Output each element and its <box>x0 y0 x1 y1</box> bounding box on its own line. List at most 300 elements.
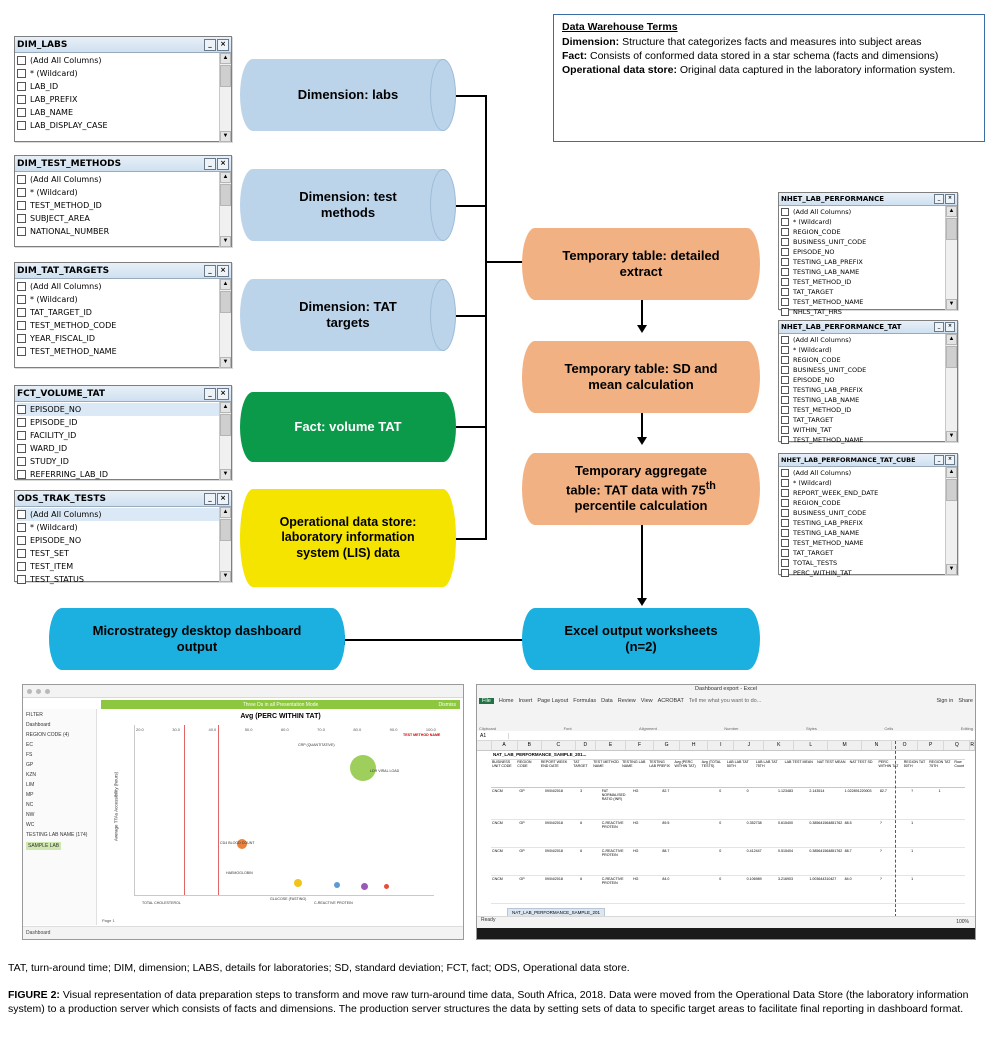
scroll-up-icon[interactable]: ▲ <box>946 467 957 478</box>
window-nhet-lab-performance-tat[interactable] <box>778 320 958 442</box>
list-item[interactable] <box>17 306 220 319</box>
checkbox-icon[interactable] <box>781 549 789 557</box>
scrollbar[interactable] <box>219 172 231 247</box>
col-q[interactable]: Q <box>944 741 970 750</box>
cell: 0.615400 <box>777 821 793 825</box>
list-item[interactable] <box>17 416 220 429</box>
list-item[interactable] <box>781 375 946 385</box>
list-item[interactable] <box>17 521 220 534</box>
checkbox-icon[interactable] <box>781 569 789 577</box>
list-item[interactable] <box>17 573 220 586</box>
list-item[interactable] <box>781 385 946 395</box>
checkbox-icon[interactable] <box>781 346 789 354</box>
checkbox-icon[interactable] <box>17 549 26 558</box>
close-icon[interactable]: × <box>945 194 955 204</box>
filter-option-nw[interactable]: NW <box>26 812 35 818</box>
col-d[interactable]: D <box>576 741 596 750</box>
col-l[interactable]: L <box>794 741 828 750</box>
col-f[interactable]: F <box>626 741 654 750</box>
window-buttons[interactable] <box>204 493 229 505</box>
col-p[interactable]: P <box>918 741 944 750</box>
window-buttons[interactable] <box>204 39 229 51</box>
checkbox-icon[interactable] <box>17 575 26 584</box>
scroll-up-icon[interactable]: ▲ <box>220 172 231 183</box>
list-item[interactable] <box>17 534 220 547</box>
minimize-icon[interactable]: _ <box>934 455 944 465</box>
x-tick: 20.0 <box>136 727 144 732</box>
checkbox-icon[interactable] <box>781 469 789 477</box>
list-item[interactable] <box>17 560 220 573</box>
column-list[interactable] <box>15 279 220 368</box>
list-item[interactable] <box>17 293 220 306</box>
list-item[interactable] <box>781 558 946 568</box>
list-item[interactable] <box>781 257 946 267</box>
dashboard-chart[interactable] <box>98 709 463 925</box>
checkbox-icon[interactable] <box>781 248 789 256</box>
col-b[interactable]: B <box>518 741 542 750</box>
close-icon[interactable]: × <box>945 322 955 332</box>
scroll-thumb[interactable] <box>946 479 957 501</box>
window-nhet-lab-performance-tat-cube[interactable] <box>778 453 958 575</box>
tell-me-box[interactable]: Tell me what you want to do... <box>688 698 762 704</box>
list-item-label: (Add All Columns) <box>793 208 852 216</box>
list-item[interactable] <box>781 518 946 528</box>
zoom-level[interactable]: 100% <box>956 919 969 925</box>
list-item[interactable] <box>17 455 220 468</box>
checkbox-icon[interactable] <box>17 562 26 571</box>
dashboard-toolbar[interactable] <box>23 685 463 698</box>
checkbox-icon[interactable] <box>17 295 26 304</box>
excel-ribbon[interactable] <box>477 685 975 732</box>
col-n[interactable]: N <box>862 741 892 750</box>
checkbox-icon[interactable] <box>17 56 26 65</box>
col-o[interactable]: O <box>892 741 918 750</box>
tab-page-layout[interactable]: Page Layout <box>537 698 569 704</box>
checkbox-icon[interactable] <box>17 334 26 343</box>
data-point-bubble[interactable] <box>384 884 389 889</box>
dashboard-filter-panel[interactable] <box>23 709 97 925</box>
data-point-bubble[interactable] <box>294 879 302 887</box>
column-list[interactable] <box>779 334 946 442</box>
checkbox-icon[interactable] <box>781 376 789 384</box>
checkbox-icon[interactable] <box>781 426 789 434</box>
minimize-icon[interactable]: _ <box>934 194 944 204</box>
connector-excel-to-dashboard <box>345 639 525 641</box>
checkbox-icon[interactable] <box>781 278 789 286</box>
checkbox-icon[interactable] <box>781 308 789 316</box>
cell: 0.352738 <box>746 821 762 825</box>
list-item[interactable] <box>781 365 946 375</box>
checkbox-icon[interactable] <box>781 268 789 276</box>
list-item[interactable] <box>781 498 946 508</box>
close-icon[interactable]: × <box>217 493 229 505</box>
list-item[interactable] <box>781 307 946 317</box>
list-item[interactable] <box>781 237 946 247</box>
list-item[interactable] <box>17 212 220 225</box>
list-item[interactable] <box>781 355 946 365</box>
column-list[interactable] <box>779 206 946 316</box>
list-item-label: * (Wildcard) <box>30 523 78 532</box>
back-icon[interactable] <box>27 689 32 694</box>
window-titlebar[interactable] <box>15 263 231 279</box>
window-titlebar[interactable] <box>15 37 231 53</box>
checkbox-icon[interactable] <box>17 418 26 427</box>
window-ods-trak-tests[interactable] <box>14 490 232 582</box>
chart-legend[interactable] <box>403 733 461 737</box>
legend-line-1 <box>562 50 976 64</box>
checkbox-icon[interactable] <box>781 406 789 414</box>
scroll-up-icon[interactable]: ▲ <box>220 279 231 290</box>
legend-term-dimension: Dimension: <box>562 35 620 48</box>
checkbox-icon[interactable] <box>781 218 789 226</box>
table-row[interactable] <box>491 848 965 876</box>
legend-term-ods: Operational data store: <box>562 63 677 76</box>
col-g[interactable]: G <box>654 741 680 750</box>
excel-merged-title-row[interactable] <box>491 750 965 760</box>
scroll-thumb[interactable] <box>220 414 231 436</box>
scroll-down-icon[interactable]: ▼ <box>220 236 231 247</box>
scrollbar[interactable] <box>219 507 231 582</box>
scroll-down-icon[interactable]: ▼ <box>946 564 957 575</box>
window-buttons[interactable] <box>204 158 229 170</box>
filter-option-ec[interactable]: EC <box>26 742 33 748</box>
col-h[interactable]: H <box>680 741 708 750</box>
excel-formula-bar[interactable] <box>477 731 975 741</box>
checkbox-icon[interactable] <box>17 457 26 466</box>
list-item[interactable] <box>781 508 946 518</box>
scroll-up-icon[interactable]: ▲ <box>220 53 231 64</box>
window-buttons[interactable] <box>934 455 955 465</box>
data-point-bubble[interactable] <box>350 755 376 781</box>
list-item[interactable] <box>781 297 946 307</box>
scroll-down-icon[interactable]: ▼ <box>946 431 957 442</box>
scroll-thumb[interactable] <box>220 65 231 87</box>
table-row[interactable] <box>491 876 965 904</box>
checkbox-icon[interactable] <box>17 347 26 356</box>
list-item[interactable] <box>781 287 946 297</box>
table-row[interactable] <box>491 820 965 848</box>
checkbox-icon[interactable] <box>17 308 26 317</box>
filter-option-kzn[interactable]: KZN <box>26 772 36 778</box>
list-item[interactable] <box>781 478 946 488</box>
window-buttons[interactable] <box>204 388 229 400</box>
scroll-up-icon[interactable]: ▲ <box>220 402 231 413</box>
col-c[interactable]: C <box>542 741 576 750</box>
scroll-down-icon[interactable]: ▼ <box>220 357 231 368</box>
window-nhet-lab-performance[interactable] <box>778 192 958 316</box>
col-j[interactable]: J <box>734 741 764 750</box>
col-k[interactable]: K <box>764 741 794 750</box>
list-item[interactable] <box>781 488 946 498</box>
excel-grid[interactable] <box>477 741 975 917</box>
checkbox-icon[interactable] <box>781 228 789 236</box>
name-box[interactable]: A1 <box>477 733 509 739</box>
list-item[interactable] <box>17 119 220 132</box>
data-point-bubble[interactable] <box>334 882 340 888</box>
list-item[interactable] <box>781 267 946 277</box>
scroll-down-icon[interactable]: ▼ <box>946 299 957 310</box>
checkbox-icon[interactable] <box>781 366 789 374</box>
dashboard-screenshot[interactable] <box>22 684 464 940</box>
checkbox-icon[interactable] <box>781 436 789 444</box>
forward-icon[interactable] <box>36 689 41 694</box>
tab-view[interactable]: View <box>640 698 653 704</box>
col-i[interactable]: I <box>708 741 734 750</box>
list-item[interactable] <box>17 319 220 332</box>
filter-option-lim[interactable]: LIM <box>26 782 35 788</box>
scroll-thumb[interactable] <box>220 184 231 206</box>
checkbox-icon[interactable] <box>781 258 789 266</box>
window-titlebar[interactable] <box>15 386 231 402</box>
list-item[interactable] <box>17 67 220 80</box>
window-buttons[interactable] <box>204 265 229 277</box>
scroll-up-icon[interactable]: ▲ <box>946 334 957 345</box>
filter-option-wc[interactable]: WC <box>26 822 35 828</box>
column-list[interactable] <box>15 507 220 582</box>
scroll-thumb[interactable] <box>220 291 231 313</box>
scroll-down-icon[interactable]: ▼ <box>220 571 231 582</box>
checkbox-icon[interactable] <box>17 188 26 197</box>
scrollbar[interactable] <box>219 279 231 368</box>
list-item[interactable] <box>17 547 220 560</box>
scrollbar[interactable] <box>945 206 957 310</box>
list-item[interactable] <box>781 395 946 405</box>
list-item[interactable] <box>17 508 220 521</box>
window-dim-test-methods[interactable] <box>14 155 232 247</box>
list-item[interactable] <box>781 277 946 287</box>
window-body <box>15 279 231 368</box>
list-item[interactable] <box>17 442 220 455</box>
col-r[interactable]: R <box>970 742 974 748</box>
data-point-bubble[interactable] <box>361 883 368 890</box>
list-item-label: TESTING_LAB_PREFIX <box>793 386 863 394</box>
checkbox-icon[interactable] <box>781 416 789 424</box>
checkbox-icon[interactable] <box>17 282 26 291</box>
list-item[interactable] <box>781 528 946 538</box>
filter-option-nc[interactable]: NC <box>26 802 34 808</box>
checkbox-icon[interactable] <box>17 69 26 78</box>
scroll-down-icon[interactable]: ▼ <box>220 469 231 480</box>
checkbox-icon[interactable] <box>781 529 789 537</box>
windows-taskbar[interactable] <box>477 928 975 939</box>
list-item[interactable] <box>17 468 220 481</box>
scrollbar[interactable] <box>219 53 231 142</box>
close-icon[interactable]: × <box>945 455 955 465</box>
tab-data[interactable]: Data <box>601 698 613 704</box>
checkbox-icon[interactable] <box>17 321 26 330</box>
dashboard-footer[interactable] <box>23 926 463 939</box>
col-corner[interactable] <box>477 741 492 750</box>
tab-review[interactable]: Review <box>617 698 636 704</box>
window-title: ODS_TRAK_TESTS <box>17 493 107 504</box>
filter-testing-lab-name[interactable]: TESTING LAB NAME (174) <box>26 832 88 838</box>
filter-option-gp[interactable]: GP <box>26 762 34 768</box>
checkbox-icon[interactable] <box>17 523 26 532</box>
checkbox-icon[interactable] <box>17 405 26 414</box>
column-list[interactable] <box>15 172 220 247</box>
list-item[interactable] <box>17 332 220 345</box>
arrow-to-sd-mean <box>637 325 647 333</box>
tab-file[interactable]: File <box>479 698 494 704</box>
checkbox-icon[interactable] <box>781 396 789 404</box>
list-item[interactable] <box>17 429 220 442</box>
scroll-up-icon[interactable]: ▲ <box>220 507 231 518</box>
minimize-icon[interactable]: _ <box>204 39 216 51</box>
shape-dimension-labs <box>253 59 443 131</box>
cell: C-REACTIVE PROTEIN <box>601 849 624 857</box>
excel-header-row <box>491 760 965 788</box>
col-m[interactable]: M <box>828 741 862 750</box>
checkbox-icon[interactable] <box>781 509 789 517</box>
close-icon[interactable]: × <box>217 158 229 170</box>
list-item[interactable] <box>17 225 220 238</box>
list-item[interactable] <box>17 199 220 212</box>
list-item[interactable] <box>781 405 946 415</box>
window-buttons[interactable] <box>934 322 955 332</box>
column-list[interactable] <box>15 53 220 142</box>
checkbox-icon[interactable] <box>781 238 789 246</box>
checkbox-icon[interactable] <box>17 121 26 130</box>
list-item[interactable] <box>781 247 946 257</box>
list-item[interactable] <box>17 186 220 199</box>
checkbox-icon[interactable] <box>781 559 789 567</box>
connector-test-methods <box>456 205 486 207</box>
excel-tab-bar[interactable] <box>479 696 973 706</box>
checkbox-icon[interactable] <box>781 356 789 364</box>
checkbox-icon[interactable] <box>17 444 26 453</box>
minimize-icon[interactable]: _ <box>204 388 216 400</box>
window-titlebar[interactable] <box>15 156 231 172</box>
checkbox-icon[interactable] <box>781 208 789 216</box>
excel-screenshot[interactable] <box>476 684 976 940</box>
sign-in-link[interactable]: Sign in <box>936 698 954 704</box>
list-item[interactable] <box>17 173 220 186</box>
list-item[interactable] <box>781 548 946 558</box>
checkbox-icon[interactable] <box>781 336 789 344</box>
checkbox-icon[interactable] <box>781 519 789 527</box>
window-titlebar[interactable] <box>15 491 231 507</box>
window-buttons[interactable] <box>934 194 955 204</box>
dashboard-banner-dismiss[interactable]: Dismiss <box>438 702 456 708</box>
tab-home[interactable]: Home <box>498 698 514 704</box>
close-icon[interactable]: × <box>217 39 229 51</box>
tab-formulas[interactable]: Formulas <box>573 698 597 704</box>
list-item[interactable] <box>17 280 220 293</box>
list-item[interactable] <box>17 93 220 106</box>
table-row[interactable] <box>491 788 965 820</box>
list-item[interactable] <box>17 80 220 93</box>
list-item[interactable] <box>17 106 220 119</box>
minimize-icon[interactable]: _ <box>204 493 216 505</box>
filter-region-code[interactable]: REGION CODE (4) <box>26 732 70 738</box>
list-item[interactable] <box>781 435 946 445</box>
list-item[interactable] <box>781 415 946 425</box>
scrollbar[interactable] <box>945 467 957 575</box>
tab-acrobat[interactable]: ACROBAT <box>657 698 684 704</box>
list-item[interactable] <box>781 335 946 345</box>
col-e[interactable]: E <box>596 741 626 750</box>
list-item-label: BUSINESS_UNIT_CODE <box>793 509 867 517</box>
minimize-icon[interactable]: _ <box>204 158 216 170</box>
scroll-thumb[interactable] <box>220 519 231 541</box>
checkbox-icon[interactable] <box>781 499 789 507</box>
checkbox-icon[interactable] <box>17 95 26 104</box>
col-a[interactable]: A <box>492 741 518 750</box>
list-item[interactable] <box>781 468 946 478</box>
column-list[interactable] <box>779 467 946 575</box>
minimize-icon[interactable]: _ <box>204 265 216 277</box>
window-titlebar[interactable] <box>779 321 957 334</box>
checkbox-icon[interactable] <box>17 227 26 236</box>
scroll-up-icon[interactable]: ▲ <box>946 206 957 217</box>
scroll-thumb[interactable] <box>946 346 957 368</box>
cell: C-REACTIVE PROTEIN <box>601 877 624 885</box>
filter-option-fs[interactable]: FS <box>26 752 33 758</box>
checkbox-icon[interactable] <box>781 479 789 487</box>
list-item[interactable] <box>781 425 946 435</box>
close-icon[interactable]: × <box>217 388 229 400</box>
checkbox-icon[interactable] <box>17 510 26 519</box>
window-dim-tat-targets[interactable] <box>14 262 232 368</box>
checkbox-icon[interactable] <box>17 536 26 545</box>
checkbox-icon[interactable] <box>781 386 789 394</box>
list-item[interactable] <box>17 345 220 358</box>
list-item-label: (Add All Columns) <box>30 56 102 65</box>
checkbox-icon[interactable] <box>781 298 789 306</box>
list-item[interactable] <box>17 403 220 416</box>
group-editing: Editing <box>960 726 973 731</box>
list-item[interactable] <box>781 345 946 355</box>
checkbox-icon[interactable] <box>17 470 26 479</box>
checkbox-icon[interactable] <box>17 214 26 223</box>
scroll-down-icon[interactable]: ▼ <box>220 131 231 142</box>
list-item[interactable] <box>17 54 220 67</box>
checkbox-icon[interactable] <box>781 288 789 296</box>
window-titlebar[interactable] <box>779 454 957 467</box>
window-fct-volume-tat[interactable] <box>14 385 232 480</box>
checkbox-icon[interactable] <box>17 175 26 184</box>
checkbox-icon[interactable] <box>17 82 26 91</box>
list-item[interactable] <box>781 568 946 578</box>
checkbox-icon[interactable] <box>781 489 789 497</box>
checkbox-icon[interactable] <box>17 431 26 440</box>
tab-insert[interactable]: Insert <box>518 698 533 704</box>
share-button[interactable]: Share <box>958 698 973 704</box>
scrollbar[interactable] <box>219 402 231 480</box>
close-icon[interactable]: × <box>217 265 229 277</box>
column-list[interactable] <box>15 402 220 480</box>
window-dim-labs[interactable] <box>14 36 232 142</box>
checkbox-icon[interactable] <box>17 108 26 117</box>
filter-option-mp[interactable]: MP <box>26 792 34 798</box>
header-cell: Avg (TOTAL TESTS) <box>701 760 722 768</box>
checkbox-icon[interactable] <box>781 539 789 547</box>
scroll-thumb[interactable] <box>946 218 957 240</box>
list-item-label: NATIONAL_NUMBER <box>30 227 110 236</box>
filter-selected-lab[interactable]: SAMPLE LAB <box>28 843 60 849</box>
list-item[interactable] <box>781 217 946 227</box>
checkbox-icon[interactable] <box>17 201 26 210</box>
cell: 0.515404 <box>777 849 793 853</box>
refresh-icon[interactable] <box>45 689 50 694</box>
minimize-icon[interactable]: _ <box>934 322 944 332</box>
list-item[interactable] <box>781 227 946 237</box>
window-titlebar[interactable] <box>779 193 957 206</box>
scrollbar[interactable] <box>945 334 957 442</box>
list-item[interactable] <box>781 538 946 548</box>
list-item-label: EPISODE_ID <box>30 418 78 427</box>
list-item[interactable] <box>781 207 946 217</box>
